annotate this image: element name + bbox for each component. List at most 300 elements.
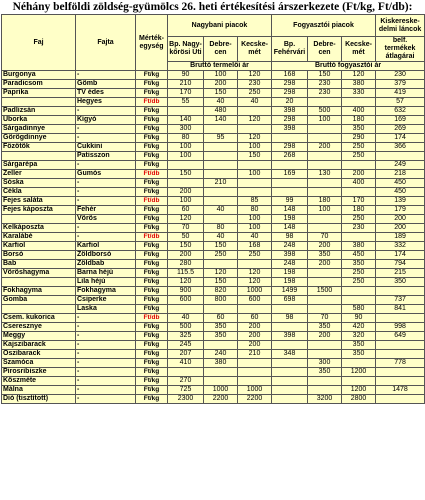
cell-price: 169 [376, 116, 425, 125]
cell-faj: Pirosribiszke [2, 368, 76, 377]
cell-price [238, 260, 272, 269]
table-row [2, 332, 425, 341]
cell-price: 350 [308, 323, 342, 332]
table-row [2, 206, 425, 215]
cell-price: 350 [204, 323, 238, 332]
cell-price: 320 [342, 332, 376, 341]
cell-price [376, 287, 425, 296]
cell-price: 150 [168, 170, 204, 179]
cell-price: 80 [204, 224, 238, 233]
cell-price: 60 [204, 314, 238, 323]
cell-price: 207 [168, 350, 204, 359]
cell-price: 120 [238, 116, 272, 125]
cell-price: 150 [308, 71, 342, 80]
cell-price [376, 377, 425, 386]
cell-price: 400 [342, 179, 376, 188]
cell-price: 450 [376, 179, 425, 188]
cell-faj: Gomba [2, 296, 76, 305]
cell-price: 120 [238, 278, 272, 287]
cell-price: 420 [342, 323, 376, 332]
cell-price [272, 134, 308, 143]
table-row [2, 395, 425, 404]
cell-price [308, 152, 342, 161]
table-row [2, 179, 425, 188]
cell-price: 148 [272, 224, 308, 233]
cell-fajta: - [76, 377, 136, 386]
table-row [2, 125, 425, 134]
cell-unit: Ft/kg [136, 206, 168, 215]
cell-faj: Karalábé [2, 233, 76, 242]
cell-fajta: - [76, 332, 136, 341]
cell-price [238, 179, 272, 188]
cell-price: 150 [238, 152, 272, 161]
cell-price [376, 395, 425, 404]
cell-price [204, 197, 238, 206]
cell-price: 198 [272, 269, 308, 278]
cell-faj: Vöröshagyma [2, 269, 76, 278]
cell-price: 218 [376, 170, 425, 179]
cell-price: 250 [204, 251, 238, 260]
cell-price: 250 [238, 251, 272, 260]
cell-price [238, 368, 272, 377]
table-row [2, 233, 425, 242]
cell-price: 290 [342, 134, 376, 143]
cell-price [272, 323, 308, 332]
cell-price [308, 341, 342, 350]
cell-fajta: Cukkini [76, 143, 136, 152]
table-row [2, 242, 425, 251]
cell-price: 1000 [238, 287, 272, 296]
cell-price [272, 377, 308, 386]
cell-faj: Karfiol [2, 242, 76, 251]
cell-price: 400 [342, 107, 376, 116]
cell-price [308, 188, 342, 197]
cell-price: 230 [238, 80, 272, 89]
table-row [2, 260, 425, 269]
sub-header: Kecske-mét [238, 37, 272, 62]
table-row [2, 386, 425, 395]
cell-faj: Borsó [2, 251, 76, 260]
cell-unit: Ft/db [136, 98, 168, 107]
cell-price [376, 152, 425, 161]
page-title: Néhány belföldi zöldség-gyümölcs 26. heti értékesítési árszerkezete (Ft/kg, Ft/db): [12, 1, 413, 13]
table-row [2, 89, 425, 98]
cell-price: 140 [204, 116, 238, 125]
table-row [2, 269, 425, 278]
cell-fajta: Patisszon [76, 152, 136, 161]
cell-faj: Görögdinnye [2, 134, 76, 143]
cell-price [204, 341, 238, 350]
cell-price: 170 [342, 197, 376, 206]
table-row [2, 215, 425, 224]
cell-price: 600 [238, 296, 272, 305]
cell-price [308, 278, 342, 287]
sub-header: belf. termékek átlagárai [376, 37, 425, 62]
cell-price: 600 [168, 296, 204, 305]
cell-price: 230 [342, 224, 376, 233]
sub-header: Bp. Fehérvári [272, 37, 308, 62]
table-row [2, 161, 425, 170]
cell-fajta: Zöldbab [76, 260, 136, 269]
cell-price: 150 [204, 242, 238, 251]
cell-faj: Meggy [2, 332, 76, 341]
group-header-fogyasztoi: Fogyasztói piacok [272, 15, 376, 37]
cell-fajta: - [76, 386, 136, 395]
cell-price: 179 [376, 206, 425, 215]
cell-price: 200 [238, 341, 272, 350]
cell-price: 200 [204, 80, 238, 89]
cell-faj: Málna [2, 386, 76, 395]
cell-price: 698 [272, 296, 308, 305]
cell-price: 350 [308, 251, 342, 260]
cell-price [342, 359, 376, 368]
cell-price [308, 125, 342, 134]
cell-price [204, 188, 238, 197]
cell-price: 250 [342, 278, 376, 287]
cell-price: 737 [376, 296, 425, 305]
cell-faj: Őszibarack [2, 350, 76, 359]
cell-fajta: - [76, 395, 136, 404]
table-row [2, 134, 425, 143]
cell-price [272, 188, 308, 197]
cell-price: 168 [238, 242, 272, 251]
cell-price: 99 [272, 197, 308, 206]
cell-faj [2, 215, 76, 224]
cell-price: 198 [272, 278, 308, 287]
cell-faj: Csem. kukorica [2, 314, 76, 323]
cell-price: 800 [204, 296, 238, 305]
cell-price: 350 [308, 368, 342, 377]
cell-price [308, 305, 342, 314]
table-row [2, 350, 425, 359]
table-row [2, 368, 425, 377]
cell-fajta: - [76, 71, 136, 80]
cell-price: 1200 [342, 386, 376, 395]
cell-price [168, 305, 204, 314]
cell-price: 200 [308, 242, 342, 251]
cell-price: 115.5 [168, 269, 204, 278]
cell-price: 350 [376, 278, 425, 287]
cell-unit: Ft/kg [136, 152, 168, 161]
cell-unit: Ft/kg [136, 341, 168, 350]
cell-faj [2, 278, 76, 287]
cell-price [204, 260, 238, 269]
cell-price: 350 [342, 260, 376, 269]
cell-price: 100 [238, 143, 272, 152]
table-row [2, 224, 425, 233]
cell-unit: Ft/kg [136, 251, 168, 260]
cell-fajta: Gömb [76, 80, 136, 89]
cell-price: 210 [168, 80, 204, 89]
cell-price [238, 305, 272, 314]
cell-price: 169 [272, 170, 308, 179]
table-row [2, 314, 425, 323]
cell-price: 40 [168, 314, 204, 323]
cell-price [342, 377, 376, 386]
cell-price: 1200 [342, 368, 376, 377]
cell-price [272, 341, 308, 350]
cell-price [272, 161, 308, 170]
cell-price: 70 [168, 224, 204, 233]
cell-price: 298 [272, 116, 308, 125]
cell-price: 480 [204, 107, 238, 116]
cell-price: 189 [376, 233, 425, 242]
cell-price: 100 [238, 170, 272, 179]
cell-price: 379 [376, 80, 425, 89]
cell-price [308, 98, 342, 107]
cell-fajta: Zöldborsó [76, 251, 136, 260]
cell-unit: Ft/kg [136, 134, 168, 143]
cell-faj: Paradicsom [2, 80, 76, 89]
cell-faj: Cékla [2, 188, 76, 197]
cell-unit: Ft/kg [136, 89, 168, 98]
cell-unit: Ft/kg [136, 116, 168, 125]
cell-price: 350 [204, 332, 238, 341]
cell-faj: Fejes káposzta [2, 206, 76, 215]
cell-fajta: Lila héjú [76, 278, 136, 287]
cell-price [168, 368, 204, 377]
cell-price: 150 [204, 89, 238, 98]
table-row [2, 359, 425, 368]
cell-price: 120 [238, 134, 272, 143]
cell-unit: Ft/kg [136, 332, 168, 341]
cell-faj: Fejes saláta [2, 197, 76, 206]
cell-fajta: Hegyes [76, 98, 136, 107]
cell-price: 174 [376, 251, 425, 260]
table-row [2, 305, 425, 314]
cell-price: 200 [238, 323, 272, 332]
cell-price: 100 [238, 215, 272, 224]
cell-unit: Ft/kg [136, 350, 168, 359]
cell-price: 269 [376, 125, 425, 134]
cell-unit: Ft/kg [136, 143, 168, 152]
cell-price: 148 [272, 206, 308, 215]
cell-faj [2, 98, 76, 107]
cell-faj: Szamóca [2, 359, 76, 368]
cell-fajta: - [76, 188, 136, 197]
cell-faj: Sárgarépa [2, 161, 76, 170]
cell-fajta: - [76, 359, 136, 368]
cell-price: 100 [168, 197, 204, 206]
cell-price: 366 [376, 143, 425, 152]
cell-faj: Sárgadinnye [2, 125, 76, 134]
table-row [2, 143, 425, 152]
cell-price: 250 [238, 89, 272, 98]
sub-header: Kecske-mét [342, 37, 376, 62]
cell-price: 270 [168, 377, 204, 386]
cell-price [308, 179, 342, 188]
cell-price: 450 [342, 251, 376, 260]
cell-price: 1500 [308, 287, 342, 296]
cell-price: 841 [376, 305, 425, 314]
cell-price: 250 [342, 215, 376, 224]
cell-price: 198 [272, 215, 308, 224]
cell-price: 100 [308, 206, 342, 215]
cell-faj: Köszméte [2, 377, 76, 386]
cell-price: 248 [272, 260, 308, 269]
sub-header: Bp. Nagy-kőrösi Úti [168, 37, 204, 62]
cell-faj: Fokhagyma [2, 287, 76, 296]
cell-price [168, 161, 204, 170]
table-row [2, 116, 425, 125]
cell-price [342, 287, 376, 296]
cell-fajta: - [76, 233, 136, 242]
cell-unit: Ft/kg [136, 188, 168, 197]
cell-faj: Uborka [2, 116, 76, 125]
cell-price: 410 [168, 359, 204, 368]
band-consumer-price: Bruttó fogyasztói ár [272, 62, 425, 71]
cell-price: 200 [168, 188, 204, 197]
cell-price [238, 161, 272, 170]
price-table [1, 14, 425, 404]
cell-price: 40 [238, 98, 272, 107]
cell-faj: Bab [2, 260, 76, 269]
cell-price [376, 368, 425, 377]
cell-price: 100 [308, 116, 342, 125]
cell-fajta: Csiperke [76, 296, 136, 305]
table-row [2, 341, 425, 350]
cell-price: 200 [308, 143, 342, 152]
cell-price: 240 [204, 350, 238, 359]
cell-price: 298 [272, 143, 308, 152]
cell-price: 1000 [204, 386, 238, 395]
cell-price: 300 [168, 125, 204, 134]
cell-price [308, 215, 342, 224]
cell-faj: Dió (tisztított) [2, 395, 76, 404]
col-header-faj: Faj [2, 15, 76, 71]
cell-price: 100 [204, 71, 238, 80]
cell-price: 230 [308, 80, 342, 89]
cell-price [272, 368, 308, 377]
cell-price: 55 [168, 98, 204, 107]
cell-price: 200 [342, 170, 376, 179]
cell-price: 57 [376, 98, 425, 107]
cell-price [342, 161, 376, 170]
cell-price [204, 161, 238, 170]
cell-price: 1499 [272, 287, 308, 296]
cell-unit: Ft/db [136, 233, 168, 242]
cell-price [204, 143, 238, 152]
cell-price: 280 [168, 260, 204, 269]
cell-price: 398 [272, 107, 308, 116]
table-row [2, 296, 425, 305]
cell-unit: Ft/kg [136, 305, 168, 314]
cell-price [204, 215, 238, 224]
cell-price: 380 [342, 80, 376, 89]
cell-price: 98 [272, 314, 308, 323]
cell-price: 200 [376, 215, 425, 224]
cell-price: 130 [308, 170, 342, 179]
cell-price: 20 [272, 98, 308, 107]
cell-price [238, 125, 272, 134]
cell-unit: Ft/db [136, 197, 168, 206]
cell-price [376, 350, 425, 359]
cell-price: 90 [342, 314, 376, 323]
table-row [2, 80, 425, 89]
cell-price: 80 [168, 134, 204, 143]
cell-price: 200 [308, 332, 342, 341]
cell-fajta: - [76, 224, 136, 233]
table-body [2, 71, 425, 404]
cell-price: 348 [272, 350, 308, 359]
cell-price: 70 [308, 314, 342, 323]
cell-price [308, 269, 342, 278]
table-row [2, 107, 425, 116]
cell-price: 200 [376, 224, 425, 233]
cell-fajta: Gumós [76, 170, 136, 179]
cell-price: 180 [342, 206, 376, 215]
cell-unit: Ft/db [136, 170, 168, 179]
cell-price: 60 [238, 314, 272, 323]
cell-price [272, 359, 308, 368]
cell-price: 150 [168, 242, 204, 251]
cell-price [204, 125, 238, 134]
sub-header: Debre-cen [308, 37, 342, 62]
cell-price: 100 [238, 224, 272, 233]
cell-unit: Ft/kg [136, 107, 168, 116]
cell-price: 60 [168, 206, 204, 215]
cell-faj [2, 305, 76, 314]
cell-price: 245 [168, 341, 204, 350]
cell-price: 50 [168, 233, 204, 242]
cell-price: 398 [272, 251, 308, 260]
cell-price: 250 [342, 143, 376, 152]
cell-price: 1478 [376, 386, 425, 395]
cell-price: 300 [308, 359, 342, 368]
cell-price: 168 [272, 71, 308, 80]
cell-price: 500 [308, 107, 342, 116]
cell-price: 998 [376, 323, 425, 332]
cell-price: 180 [308, 197, 342, 206]
cell-price: 40 [204, 98, 238, 107]
cell-price: 649 [376, 332, 425, 341]
cell-fajta: - [76, 341, 136, 350]
cell-fajta: - [76, 125, 136, 134]
cell-price [272, 395, 308, 404]
cell-price: 900 [168, 287, 204, 296]
cell-price: 90 [168, 71, 204, 80]
cell-unit: Ft/kg [136, 323, 168, 332]
cell-unit: Ft/kg [136, 287, 168, 296]
table-row [2, 287, 425, 296]
cell-price: 580 [342, 305, 376, 314]
cell-unit: Ft/kg [136, 386, 168, 395]
cell-price: 40 [204, 206, 238, 215]
cell-price: 2200 [238, 395, 272, 404]
cell-fajta: - [76, 350, 136, 359]
cell-price [308, 296, 342, 305]
cell-faj: Sóska [2, 179, 76, 188]
cell-price [342, 296, 376, 305]
cell-price: 210 [204, 179, 238, 188]
table-row [2, 71, 425, 80]
cell-price: 248 [272, 242, 308, 251]
cell-fajta: - [76, 179, 136, 188]
cell-price [238, 377, 272, 386]
table-row [2, 278, 425, 287]
cell-price: 100 [168, 143, 204, 152]
cell-price: 332 [376, 242, 425, 251]
cell-fajta: - [76, 323, 136, 332]
table-row [2, 98, 425, 107]
cell-price: 380 [204, 359, 238, 368]
cell-price: 794 [376, 260, 425, 269]
cell-price: 298 [272, 89, 308, 98]
cell-price [272, 179, 308, 188]
cell-faj: Kajszibarack [2, 341, 76, 350]
cell-unit: Ft/kg [136, 224, 168, 233]
cell-price: 40 [238, 233, 272, 242]
